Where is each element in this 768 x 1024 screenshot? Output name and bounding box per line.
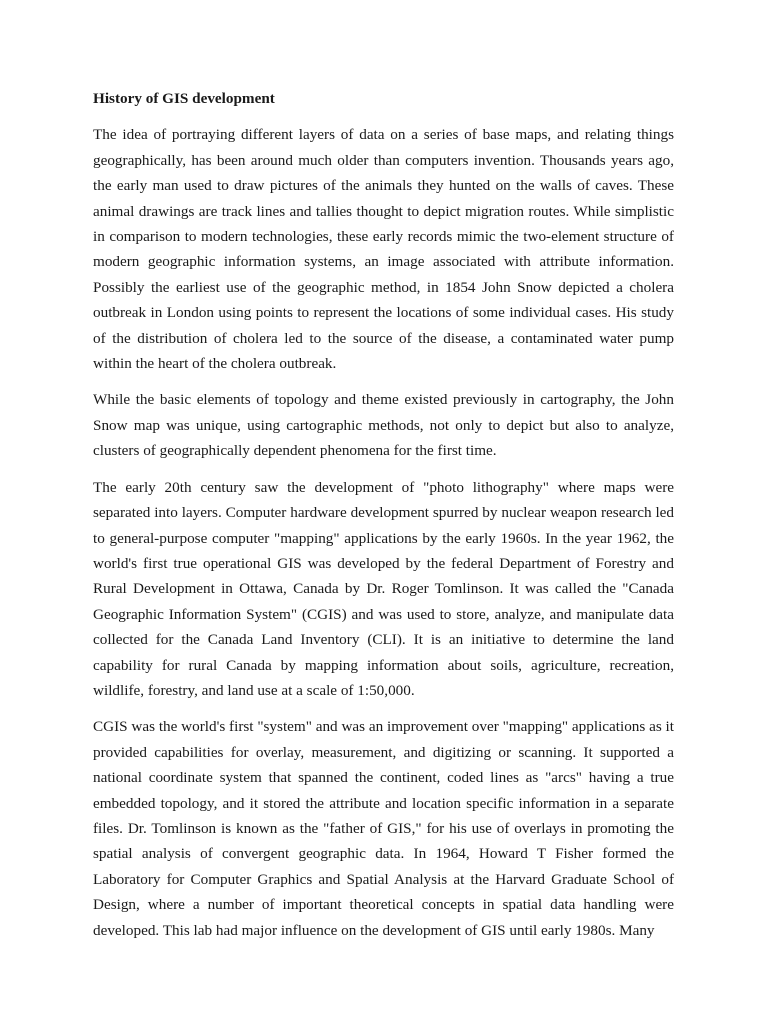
paragraph-cgis-origin: The early 20th century saw the development of "photo lithography" where maps were separated into layers. Computer hardware development spurred by nuclear weapon research led to general-purpose computer "mapping" applications by the early 1960s. In the year 1962, the world's first true operational GIS was developed by the federal Department of Forestry and Rural Development in Ottawa, Canada by Dr. Roger Tomlinson. It was called the "Canada Geographic Information System" (CGIS) and was used to store, analyze, and manipulate data collected for the Canada Land Inventory (CLI). It is an initiative to determine the land capability for rural Canada by mapping information about soils, agriculture, recreation, wildlife, forestry, and land use at a scale of 1:50,000. xyxy=(93,478,674,699)
document-body xyxy=(93,86,674,954)
paragraph-john-snow-map: While the basic elements of topology and theme existed previously in cartography, the John Snow map was unique, using cartographic methods, not only to depict but also to analyze, clusters of geographically dependent phenomena for the first time. xyxy=(93,391,674,460)
paragraph-cgis-system: CGIS was the world's first "system" and was an improvement over "mapping" applications as it provided capabilities for overlay, measurement, and digitizing or scanning. It supported a national coordinate system that spanned the continent, coded lines as "arcs" having a true embedded topology, and it stored the attribute and location specific information in a separate files. Dr. Tomlinson is known as the "father of GIS," for his use of overlays in promoting the spatial analysis of convergent geographic data. In 1964, Howard T Fisher formed the Laboratory for Computer Graphics and Spatial Analysis at the Harvard Graduate School of Design, where a number of important theoretical concepts in spatial data handling were developed. This lab had major influence on the development of GIS until early 1980s. Many xyxy=(93,718,674,939)
section-heading: History of GIS development xyxy=(93,90,275,107)
paragraph-early-history: The idea of portraying different layers of data on a series of base maps, and relating things geographically, has been around much older than computers invention. Thousands years ago, the early man used to draw pictures of the animals they hunted on the walls of caves. These animal drawings are track lines and tallies thought to depict migration routes. While simplistic in comparison to modern technologies, these early records mimic the two-element structure of modern geographic information systems, an image associated with attribute information. Possibly the earliest use of the geographic method, in 1854 John Snow depicted a cholera outbreak in London using points to represent the locations of some individual cases. His study of the distribution of cholera led to the source of the disease, a contaminated water pump within the heart of the cholera outbreak. xyxy=(93,126,674,373)
